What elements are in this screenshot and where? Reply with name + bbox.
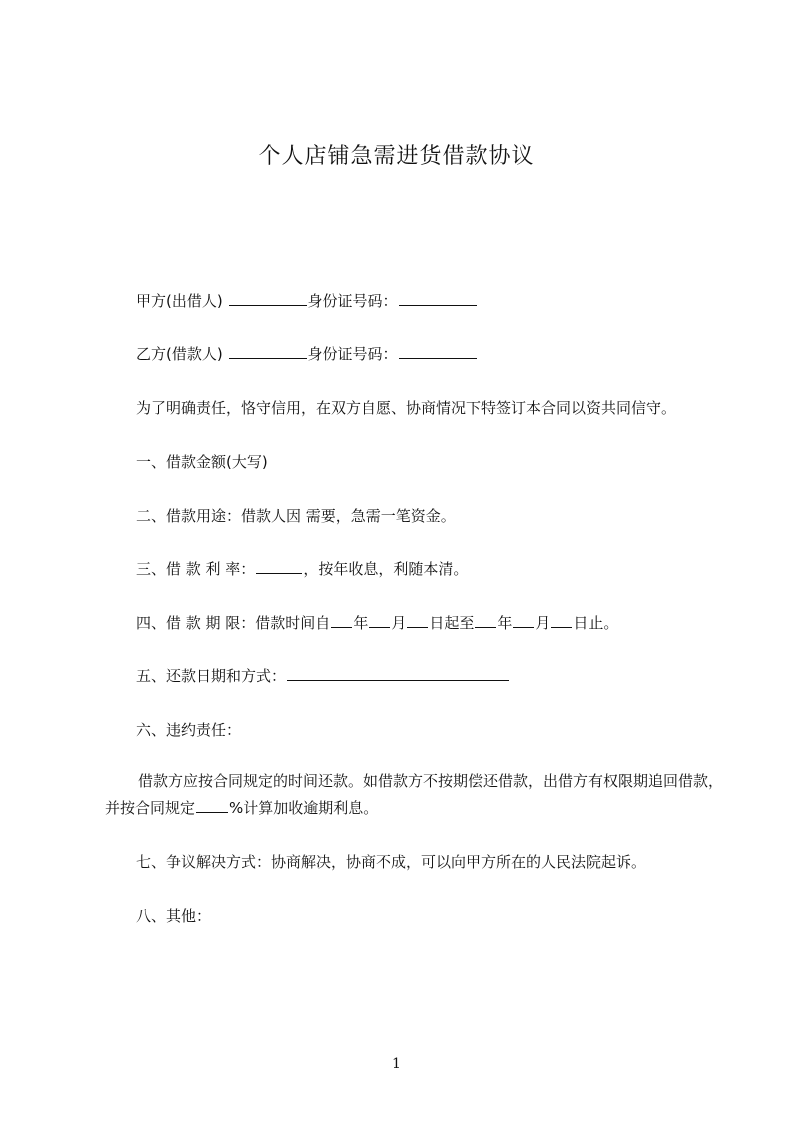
end-month-unit: 月: [535, 614, 551, 632]
end-year-blank: [475, 613, 496, 628]
party-a-name-blank: [229, 291, 307, 306]
clause-3-label: 三、借 款 利 率：: [136, 560, 256, 578]
end-year-unit: 年: [497, 614, 513, 632]
clause-6-liability: 六、违约责任：: [136, 721, 242, 739]
start-day-blank: [407, 613, 428, 628]
clause-1-loan-amount: 一、借款金额(大写): [136, 453, 268, 471]
party-b-name-blank: [229, 344, 307, 359]
start-month-blank: [369, 613, 390, 628]
clause-3-tail: ，按年收息，利随本清。: [303, 560, 469, 578]
penalty-rate-blank: [196, 798, 228, 813]
interest-rate-blank: [256, 559, 302, 574]
clause-7-dispute: 七、争议解决方式：协商解决，协商不成，可以向甲方所在的人民法院起诉。: [136, 853, 647, 871]
clause-3-interest-rate: [136, 558, 468, 580]
clause-6-body: [105, 768, 725, 822]
party-b-label: 乙方(借款人): [136, 345, 223, 363]
party-b-id-label: 身份证号码：: [307, 345, 398, 363]
clause-6-body-tail: %计算加收逾期利息。: [229, 799, 379, 817]
start-year-blank: [331, 613, 352, 628]
clause-6-body-text: 借款方应按合同规定的时间还款。如借款方不按期偿还借款，出借方有权限期追回借款，并按合同规定: [105, 772, 724, 817]
end-month-blank: [513, 613, 534, 628]
clause-8-other: 八、其他：: [136, 907, 212, 925]
clause-5-label: 五、还款日期和方式：: [136, 667, 287, 685]
party-b-line: [136, 343, 478, 365]
clause-5-repayment: [136, 665, 510, 687]
preamble: 为了明确责任，恪守信用，在双方自愿、协商情况下特签订本合同以资共同信守。: [136, 399, 677, 417]
party-a-label: 甲方(出借人): [136, 292, 223, 310]
clause-2-loan-purpose: 二、借款用途：借款人因 需要，急需一笔资金。: [136, 507, 456, 525]
start-year-unit: 年: [353, 614, 369, 632]
repayment-method-blank: [287, 666, 509, 681]
party-a-line: [136, 290, 478, 312]
clause-4-label: 四、借 款 期 限：借款时间自: [136, 614, 331, 632]
start-month-unit: 月: [391, 614, 407, 632]
party-a-id-blank: [399, 291, 477, 306]
start-day-unit: 日起至: [429, 614, 475, 632]
end-day-unit: 日止。: [573, 614, 619, 632]
party-a-id-label: 身份证号码：: [307, 292, 398, 310]
end-day-blank: [551, 613, 572, 628]
clause-4-loan-term: [136, 612, 618, 634]
page-number: 1: [392, 1056, 401, 1072]
party-b-id-blank: [399, 344, 477, 359]
document-title: 个人店铺急需进货借款协议: [258, 144, 535, 169]
